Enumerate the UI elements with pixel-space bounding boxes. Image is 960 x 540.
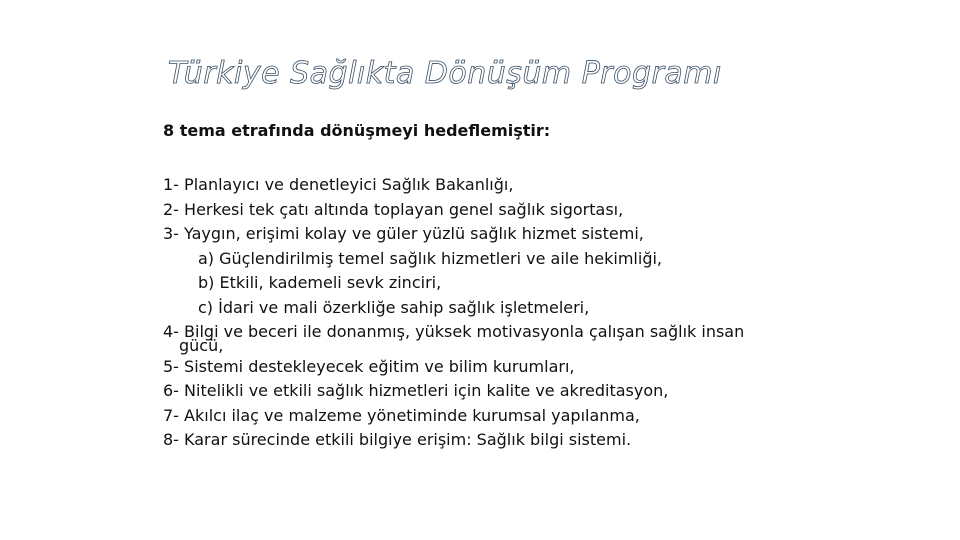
theme-item-7: 7- Akılcı ilaç ve malzeme yönetiminde kurumsal yapılanma, bbox=[163, 405, 640, 425]
theme-item-3: 3- Yaygın, erişimi kolay ve güler yüzlü sağlık hizmet sistemi, bbox=[163, 224, 644, 243]
theme-item-4: 4- Bilgi ve beceri ile donanmış, yüksek motivasyonla çalışan sağlık insan bbox=[163, 322, 745, 341]
theme-item-6: 6- Nitelikli ve etkili sağlık hizmetleri için kalite ve akreditasyon, bbox=[163, 381, 669, 400]
theme-item-2: 2- Herkesi tek çatı altında toplayan genel sağlık sigortası, bbox=[163, 199, 624, 219]
intro-text: 8 tema etrafında dönüşmeyi hedeflemiştir: bbox=[163, 121, 551, 140]
slide-title: Türkiye Sağlıkta Dönüşüm Programı bbox=[168, 56, 722, 91]
theme-item-5: 5- Sistemi destekleyecek eğitim ve bilim kurumları, bbox=[163, 356, 575, 376]
slide-content bbox=[163, 118, 883, 453]
theme-item-1: 1- Planlayıcı ve denetleyici Sağlık Bakanlığı, bbox=[163, 175, 514, 194]
theme-subitem-3a: a) Güçlendirilmiş temel sağlık hizmetleri ve aile hekimliği, bbox=[198, 248, 663, 268]
theme-item-8: 8- Karar sürecinde etkili bilgiye erişim: Sağlık bilgi sistemi. bbox=[163, 430, 632, 449]
theme-item-4-continuation: gücü, bbox=[179, 335, 224, 355]
theme-subitem-3b: b) Etkili, kademeli sevk zinciri, bbox=[198, 273, 442, 292]
theme-list bbox=[163, 173, 883, 453]
theme-subitem-3c: c) İdari ve mali özerkliğe sahip sağlık işletmeleri, bbox=[198, 297, 590, 317]
